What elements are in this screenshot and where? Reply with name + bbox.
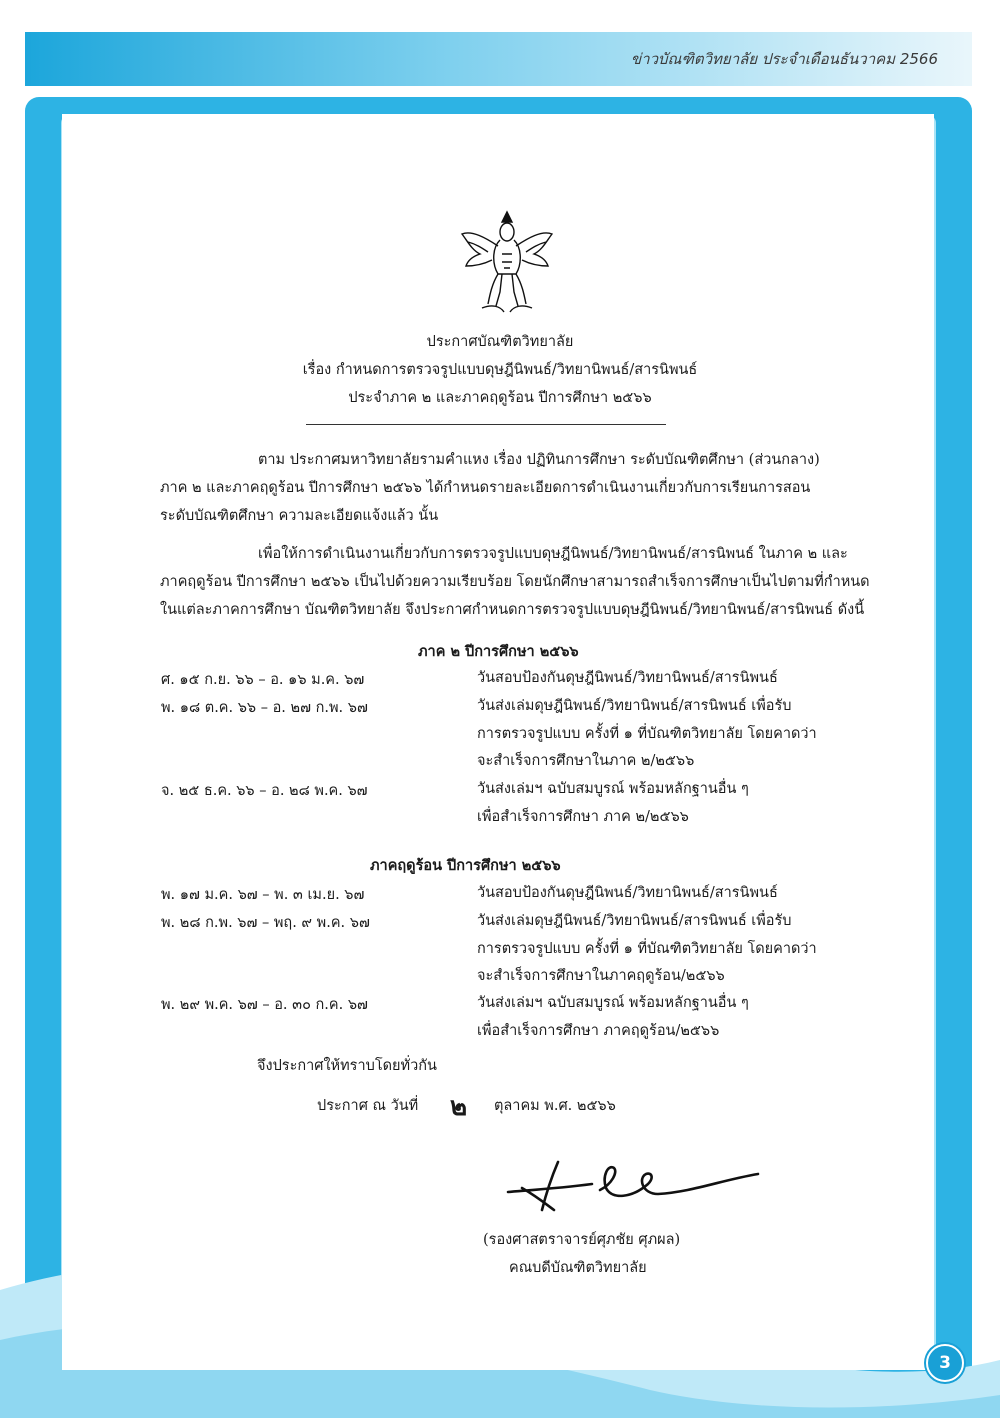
row-desc-line: วันสอบป้องกันดุษฎีนิพนธ์/วิทยานิพนธ์/สารนิพนธ์ [477,670,778,686]
garuda-emblem-icon [458,208,556,316]
title-divider [306,424,666,425]
paragraph-line: ภาค ๒ และภาคฤดูร้อน ปีการศึกษา ๒๕๖๖ ได้กำหนดรายละเอียดการดำเนินงานเกี่ยวกับการเรียนการสอน [160,480,811,496]
summer-row1-desc [477,880,778,908]
summer-row3-date: พ. ๒๙ พ.ค. ๖๗ – อ. ๓๐ ก.ค. ๖๗ [161,997,368,1013]
row-desc-line: จะสำเร็จการศึกษาในภาค ๒/๒๕๖๖ [477,753,695,769]
announcement-period: ประจำภาค ๒ และภาคฤดูร้อน ปีการศึกษา ๒๕๖๖ [348,390,652,406]
page-number: 3 [926,1344,964,1382]
row-desc-line: เพื่อสำเร็จการศึกษา ภาคฤดูร้อน/๒๕๖๖ [477,1022,720,1039]
announcement-issuer: ประกาศบัณฑิตวิทยาลัย [426,334,574,350]
announcement-subject: เรื่อง กำหนดการตรวจรูปแบบดุษฎีนิพนธ์/วิทยานิพนธ์/สารนิพนธ์ [302,362,698,378]
summer-title: ภาคฤดูร้อน ปีการศึกษา ๒๕๖๖ [370,857,561,874]
row-desc-line: วันส่งเล่มฯ ฉบับสมบูรณ์ พร้อมหลักฐานอื่น ๆ [477,781,749,797]
row-desc-line: วันสอบป้องกันดุษฎีนิพนธ์/วิทยานิพนธ์/สารนิพนธ์ [477,885,778,901]
dated-prefix: ประกาศ ณ วันที่ [317,1098,419,1114]
semester2-row1-desc [477,665,778,693]
semester2-title: ภาค ๒ ปีการศึกษา ๒๕๖๖ [418,643,579,660]
summer-row1-date: พ. ๑๗ ม.ค. ๖๗ – พ. ๓ เม.ย. ๖๗ [161,887,365,903]
paragraph-line: ตาม ประกาศมหาวิทยาลัยรามคำแหง เรื่อง ปฏิทินการศึกษา ระดับบัณฑิตศึกษา (ส่วนกลาง) [258,452,820,468]
dated-suffix: ตุลาคม พ.ศ. ๒๕๖๖ [494,1098,616,1114]
row-desc-line: วันส่งเล่มดุษฎีนิพนธ์/วิทยานิพนธ์/สารนิพนธ์ เพื่อรับ [477,913,792,929]
semester2-row3-date: จ. ๒๕ ธ.ค. ๖๖ – อ. ๒๘ พ.ค. ๖๗ [161,783,368,799]
paragraph-line: ในแต่ละภาคการศึกษา บัณฑิตวิทยาลัย จึงประกาศกำหนดการตรวจรูปแบบดุษฎีนิพนธ์/วิทยานิพนธ์/สารนิพนธ์ ดังนี้ [160,602,865,618]
paragraph-2 [160,540,870,624]
summer-row2-date: พ. ๒๘ ก.พ. ๖๗ – พฤ. ๙ พ.ค. ๖๗ [161,915,370,931]
row-desc-line: วันส่งเล่มฯ ฉบับสมบูรณ์ พร้อมหลักฐานอื่น ๆ [477,995,749,1011]
row-desc-line: การตรวจรูปแบบ ครั้งที่ ๑ ที่บัณฑิตวิทยาลัย โดยคาดว่า [477,725,817,742]
paragraph-line: เพื่อให้การดำเนินงานเกี่ยวกับการตรวจรูปแบบดุษฎีนิพนธ์/วิทยานิพนธ์/สารนิพนธ์ ในภาค ๒ และ [258,546,848,562]
closing-statement: จึงประกาศให้ทราบโดยทั่วกัน [257,1058,437,1074]
row-desc-line: วันส่งเล่มดุษฎีนิพนธ์/วิทยานิพนธ์/สารนิพนธ์ เพื่อรับ [477,698,792,714]
paragraph-1 [160,446,860,530]
signature-mark [502,1150,762,1220]
semester2-row1-date: ศ. ๑๕ ก.ย. ๖๖ – อ. ๑๖ ม.ค. ๖๗ [161,672,365,688]
dated-day: ๒ [450,1092,468,1122]
row-desc-line: เพื่อสำเร็จการศึกษา ภาค ๒/๒๕๖๖ [477,808,689,825]
signatory-name: (รองศาสตราจารย์ศุภชัย ศุภผล) [483,1232,681,1248]
summer-row3-desc [477,990,749,1045]
paragraph-line: ภาคฤดูร้อน ปีการศึกษา ๒๕๖๖ เป็นไปด้วยความเรียบร้อย โดยนักศึกษาสามารถสำเร็จการศึกษาเป็นไปตามที่กำหนด [160,574,870,590]
row-desc-line: การตรวจรูปแบบ ครั้งที่ ๑ ที่บัณฑิตวิทยาลัย โดยคาดว่า [477,940,817,957]
semester2-row3-desc [477,776,749,831]
row-desc-line: จะสำเร็จการศึกษาในภาคฤดูร้อน/๒๕๖๖ [477,968,725,984]
header-title: ข่าวบัณฑิตวิทยาลัย ประจำเดือนธันวาคม 2566 [630,50,938,68]
semester2-row2-desc [477,693,817,776]
semester2-row2-date: พ. ๑๘ ต.ค. ๖๖ – อ. ๒๗ ก.พ. ๖๗ [161,700,368,716]
signatory-position: คณบดีบัณฑิตวิทยาลัย [509,1260,647,1276]
paragraph-line: ระดับบัณฑิตศึกษา ความละเอียดแจ้งแล้ว นั้น [160,508,439,524]
summer-row2-desc [477,908,817,991]
